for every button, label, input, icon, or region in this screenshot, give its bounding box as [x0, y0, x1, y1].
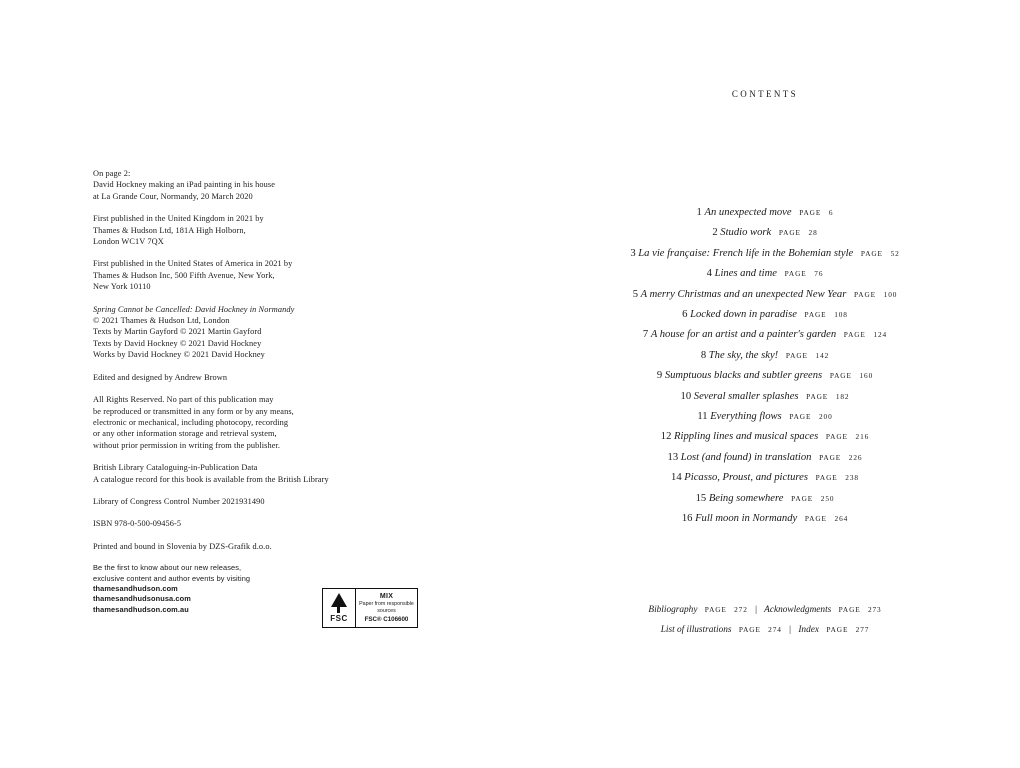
rights-line: All Rights Reserved. No part of this publication may: [93, 395, 274, 405]
toc-page-word: PAGE: [853, 289, 876, 299]
toc-page-word: PAGE: [825, 432, 848, 442]
us-pub-line: Thames & Hudson Inc, 500 Fifth Avenue, New York,: [93, 270, 275, 280]
toc-entry[interactable]: [510, 468, 1020, 488]
toc-entry[interactable]: [510, 244, 1020, 264]
copyright-line: © 2021 Thames & Hudson Ltd, London: [93, 316, 230, 326]
toc-page-number: 108: [834, 310, 848, 320]
isbn-line: ISBN 978-0-500-09456-5: [93, 519, 182, 529]
caption-line: On page 2:: [93, 169, 131, 178]
toc-page-word: PAGE: [804, 310, 827, 320]
toc-page-number: 216: [855, 432, 870, 442]
toc-page-word: PAGE: [815, 473, 838, 483]
toc-page-number: 76: [814, 269, 824, 279]
toc-page-number: 6: [828, 208, 834, 217]
toc-entry-title: Picasso, Proust, and pictures: [684, 472, 808, 484]
copyright-text-block: [93, 168, 393, 626]
printer-line: Printed and bound in Slovenia by DZS-Grafik d.o.o.: [93, 541, 272, 551]
fsc-description: Paper from responsible sources: [359, 601, 414, 614]
promo-line: exclusive content and author events by visiting: [93, 573, 251, 583]
contents-page: [510, 0, 1020, 768]
toc-entry[interactable]: [510, 387, 1020, 407]
backmatter-title: Index: [798, 625, 819, 635]
rights-line: electronic or mechanical, including photocopy, recording: [93, 417, 289, 427]
backmatter-title: Bibliography: [648, 605, 698, 615]
toc-page-number: 200: [819, 412, 833, 422]
uk-publication-info: [93, 213, 393, 247]
promo-link-usa[interactable]: thamesandhudsonusa.com: [93, 594, 191, 604]
toc-page-number: 250: [820, 493, 835, 503]
toc-entry-title: Studio work: [720, 227, 772, 239]
rights-line: be reproduced or transmitted in any form or by any means,: [93, 406, 294, 416]
toc-entry-title: Everything flows: [710, 411, 782, 423]
toc-entry[interactable]: [510, 346, 1020, 366]
backmatter-page-word: PAGE: [838, 605, 861, 614]
rights-statement: [93, 394, 393, 451]
toc-entry-title: The sky, the sky!: [708, 349, 779, 361]
toc-page-word: PAGE: [860, 248, 883, 258]
toc-entry-number: 3: [630, 247, 636, 259]
toc-entry-number: 13: [667, 451, 679, 463]
backmatter-page-number: 273: [867, 605, 882, 614]
toc-entry-number: 6: [682, 309, 688, 321]
backmatter-title: Acknowledgments: [764, 605, 832, 615]
printer-info: [93, 541, 393, 552]
toc-entry-number: 14: [671, 472, 682, 484]
toc-page-number: 124: [873, 330, 888, 340]
toc-entry-title: Sumptuous blacks and subtler greens: [664, 370, 823, 382]
toc-page-word: PAGE: [778, 228, 801, 238]
toc-entry-title: Lost (and found) in translation: [680, 451, 812, 463]
toc-entry-title: A house for an artist and a painter's garden: [650, 329, 837, 341]
editor-credit: [93, 372, 393, 383]
toc-entry-number: 4: [706, 268, 712, 280]
toc-page-number: 160: [859, 371, 874, 381]
toc-page-number: 52: [890, 248, 900, 258]
editor-line: Edited and designed by Andrew Brown: [93, 372, 228, 382]
toc-entry-number: 7: [642, 329, 649, 341]
fsc-mix-label: MIX: [379, 593, 394, 601]
promo-line: Be the first to know about our new releases,: [93, 563, 242, 573]
toc-entry[interactable]: [510, 325, 1020, 345]
fsc-mark: [323, 589, 356, 627]
caption-line: David Hockney making an iPad painting in his house: [93, 180, 275, 190]
toc-page-word: PAGE: [784, 269, 807, 279]
backmatter-page-word: PAGE: [704, 605, 727, 614]
toc-entry[interactable]: [510, 285, 1020, 305]
toc-entry[interactable]: [510, 366, 1020, 386]
copyright-notice: [93, 304, 393, 361]
toc-page-number: 100: [883, 289, 898, 299]
table-of-contents: [510, 203, 1020, 530]
toc-entry[interactable]: [510, 407, 1020, 427]
fsc-details: [356, 589, 417, 627]
toc-page-word: PAGE: [791, 493, 814, 503]
backmatter-separator: |: [755, 605, 757, 615]
tree-checkmark-icon: [330, 593, 348, 613]
fsc-label: FSC: [330, 614, 348, 623]
toc-entry-title: Lines and time: [714, 268, 777, 280]
toc-page-word: PAGE: [819, 452, 842, 462]
toc-page-number: 182: [835, 391, 850, 401]
toc-entry-title: An unexpected move: [704, 207, 792, 218]
toc-page-word: PAGE: [843, 330, 866, 340]
uk-pub-line: Thames & Hudson Ltd, 181A High Holborn,: [93, 225, 246, 235]
toc-page-word: PAGE: [829, 371, 852, 381]
toc-page-word: PAGE: [789, 412, 812, 422]
backmatter-row[interactable]: [510, 600, 1020, 620]
caption-line: at La Grande Cour, Normandy, 20 March 2020: [93, 191, 253, 201]
toc-entry-number: 12: [660, 431, 672, 443]
toc-entry[interactable]: [510, 264, 1020, 284]
backmatter-page-number: 277: [855, 625, 870, 634]
loc-control-number: [93, 496, 393, 507]
loc-line: Library of Congress Control Number 2021931490: [93, 496, 265, 506]
fsc-code: FSC® C106600: [364, 615, 409, 623]
us-pub-line: First published in the United States of America in 2021 by: [93, 259, 293, 269]
toc-entry[interactable]: [510, 448, 1020, 468]
backmatter-list: [510, 600, 1020, 640]
bl-line: A catalogue record for this book is available from the British Library: [93, 474, 329, 484]
toc-entry[interactable]: [510, 203, 1020, 223]
backmatter-page-number: 272: [734, 605, 748, 614]
us-pub-line: New York 10110: [93, 282, 151, 292]
toc-page-number: 142: [815, 350, 830, 360]
toc-entry-number: 9: [656, 370, 663, 382]
toc-entry-title: Rippling lines and musical spaces: [674, 431, 819, 443]
backmatter-row[interactable]: [510, 620, 1020, 640]
toc-entry-title: Being somewhere: [708, 492, 784, 504]
backmatter-page-word: PAGE: [826, 625, 849, 634]
toc-entry-number: 8: [700, 349, 707, 361]
toc-entry-title: Locked down in paradise: [690, 309, 797, 321]
uk-pub-line: First published in the United Kingdom in 2021 by: [93, 214, 264, 224]
toc-entry-title: Several smaller splashes: [693, 390, 799, 402]
copyright-line: Works by David Hockney © 2021 David Hockney: [93, 350, 265, 360]
promo-link-uk[interactable]: thamesandhudson.com: [93, 583, 178, 593]
toc-entry-title: Full moon in Normandy: [695, 513, 798, 525]
uk-pub-line: London WC1V 7QX: [93, 237, 164, 247]
copyright-line: Texts by David Hockney © 2021 David Hockney: [93, 338, 262, 348]
toc-page-number: 226: [848, 452, 863, 462]
toc-entry-number: 10: [680, 390, 692, 402]
contents-heading: CONTENTS: [731, 89, 799, 99]
toc-entry[interactable]: [510, 509, 1020, 529]
toc-entry-number: 5: [632, 288, 638, 300]
toc-entry-title: A merry Christmas and an unexpected New Year: [640, 288, 847, 300]
toc-entry-number: 11: [697, 411, 708, 423]
us-publication-info: [93, 258, 393, 292]
british-library-data: [93, 462, 393, 485]
toc-entry-number: 2: [712, 227, 718, 239]
toc-entry[interactable]: [510, 223, 1020, 243]
rights-line: or any other information storage and retrieval system,: [93, 429, 277, 439]
toc-entry[interactable]: [510, 305, 1020, 325]
toc-entry-title: La vie française: French life in the Bohemian style: [638, 247, 854, 259]
promo-link-au[interactable]: thamesandhudson.com.au: [93, 604, 189, 614]
rights-line: without prior permission in writing from the publisher.: [93, 440, 281, 450]
toc-page-word: PAGE: [806, 391, 829, 401]
toc-entry-number: 15: [695, 492, 707, 504]
toc-page-word: PAGE: [799, 208, 822, 217]
toc-page-number: 264: [834, 514, 849, 524]
copyright-line: Texts by Martin Gayford © 2021 Martin Gayford: [93, 327, 262, 337]
toc-page-number: 238: [845, 473, 859, 483]
toc-entry[interactable]: [510, 427, 1020, 447]
toc-page-word: PAGE: [785, 350, 808, 360]
backmatter-title: List of illustrations: [660, 625, 732, 635]
toc-entry-number: 16: [681, 513, 693, 525]
book-title: Spring Cannot be Cancelled: David Hockney in Normandy: [93, 304, 295, 314]
backmatter-page-word: PAGE: [738, 625, 761, 634]
backmatter-page-number: 274: [768, 625, 782, 634]
backmatter-separator: |: [789, 625, 791, 635]
isbn: [93, 518, 393, 529]
toc-page-word: PAGE: [804, 514, 827, 524]
fsc-certification-logo: [322, 588, 418, 628]
toc-entry[interactable]: [510, 489, 1020, 509]
frontispiece-caption: [93, 168, 393, 202]
toc-page-number: 28: [808, 228, 818, 238]
bl-line: British Library Cataloguing-in-Publication Data: [93, 463, 258, 473]
toc-entry-number: 1: [696, 207, 702, 218]
